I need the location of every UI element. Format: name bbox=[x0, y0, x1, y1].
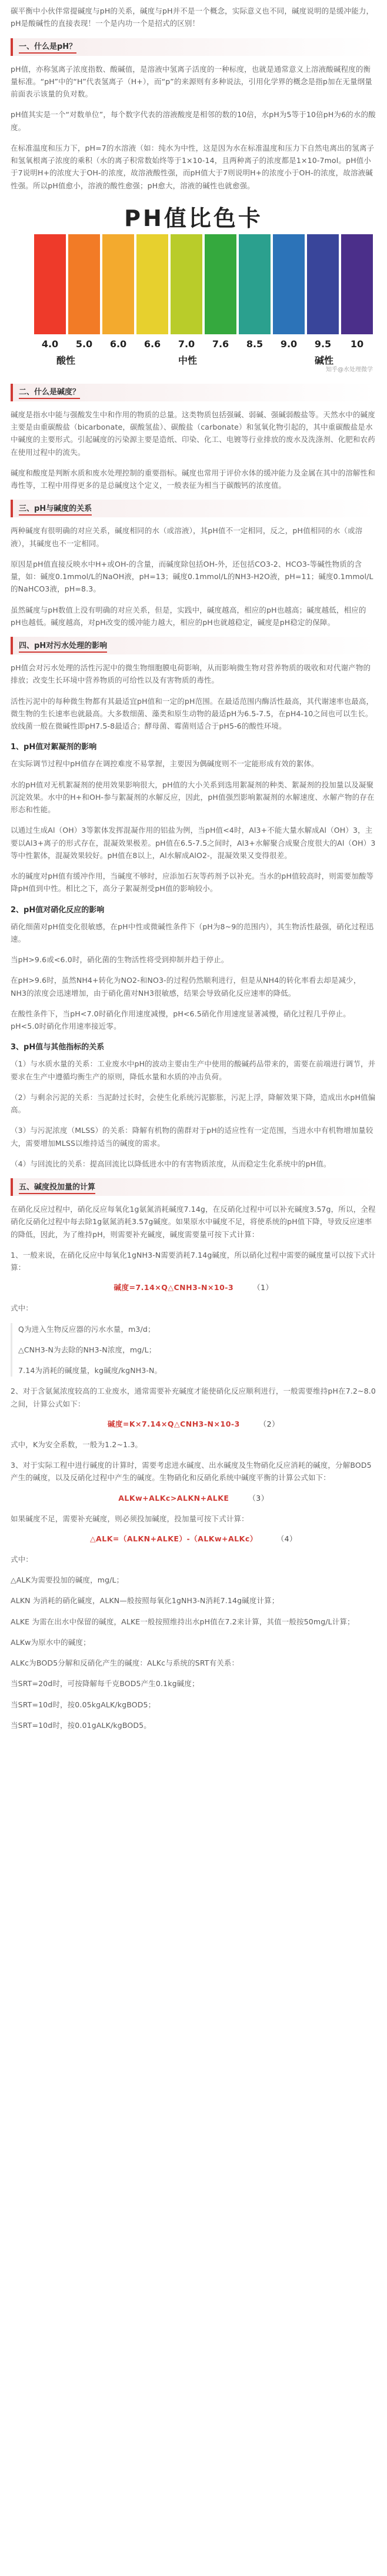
ph-color-block bbox=[307, 234, 339, 334]
formula-1-expression: 碱度=7.14×Q△CNH3-N×10-3 bbox=[114, 1283, 234, 1292]
alk-paragraph-1: 碱度是指水中能与强酸发生中和作用的物质的总量。这类物质包括强碱、弱碱、强碱弱酸盐等。天然水中的碱度主要是由重碳酸盐（bicarbonate，碳酸氢盐）、碳酸盐（carbonate）和氢氧化物引起的，其中重碳酸盐是水中碱度的主要形式。引起碱度的污染源主要是造纸、印染、化工、电镀等行业排放的废水及洗涤剂、化肥和农药在使用过程中的流失。 bbox=[11, 410, 375, 457]
section-ph-alkalinity-relation-heading bbox=[11, 500, 376, 517]
ph-value-label: 9.0 bbox=[280, 338, 298, 350]
ph-value-label: 9.5 bbox=[314, 338, 332, 350]
relation-paragraph-2: 原因是pH值直接反映水中H+或OH-的含量，而碱度除包括OH-外，还包括CO3-2、HCO3-等碱性物质的含量，如：碱度0.1mmol/L的NaOH液，pH=13；碱度0.1mmol/L的NH3-H2O液，pH=11；碱度0.1mmol/L的NaHCO3液，pH=8.3。 bbox=[11, 559, 373, 594]
section-ph-effect-heading bbox=[11, 637, 376, 654]
relation-paragraph-3: 虽然碱度与pH数值上没有明确的对应关系，但是，实践中，碱度越高，相应的pH也越高；碱度越低，相应的pH也越低。碱度越高，对pH改变的缓冲能力越大，相应的pH也就越稳定，碱度是pH稳定的保障。 bbox=[11, 605, 366, 627]
other-indicators-paragraph-3: （3）与污泥浓度（MLSS）的关系：降解有机物的菌群对于pH的适应性有一定范围，当进水中有机物增加量较大，需要增加MLSS以维持适当的碱度的需求。 bbox=[11, 1126, 373, 1148]
intro-paragraph: 碳平衡中小伙伴常提碱度与pH的关系，碱度与pH并不是一个概念，实际意义也不同，碱度说明的是缓冲能力，pH是酸碱性的直接表现！一个是内功一个是招式的区别！ bbox=[11, 6, 374, 28]
ph-paragraph-2: pH值其实是一个“对数单位”，每个数字代表的溶液酸度是相邻的数的10倍，水pH为5等于10倍pH为6的水的酸度。 bbox=[11, 110, 376, 132]
formula-3-expression: ALKw+ALKc>ALKN+ALKE bbox=[118, 1493, 229, 1503]
sub-heading-nitrification: 2、pH值对硝化反应的影响 bbox=[11, 905, 105, 915]
formula-2-tag: （2） bbox=[259, 1419, 280, 1428]
formula-4-tag: （4） bbox=[276, 1534, 298, 1543]
formula-4-expression: △ALK=（ALKN+ALKE）-（ALKw+ALKc） bbox=[89, 1534, 258, 1543]
nitrification-paragraph-4: 在酸性条件下，当pH<7.0时硝化作用速度减慢，pH<6.5硝化作用速度显著减慢，硝化过程几乎停止。pH<5.0时硝化作用速率接近零。 bbox=[11, 1009, 351, 1031]
flocculant-paragraph-1: 在实际调节过程中pH值存在调控难度不易掌握，主要因为偶碱度则不一定能形成有效的絮体。 bbox=[11, 759, 319, 769]
sub-heading-flocculant: 1、pH值对絮凝剂的影响 bbox=[11, 743, 97, 752]
ph-color-chart-title: PH值比色卡 bbox=[124, 205, 263, 231]
flocculant-paragraph-4: 水的碱度对pH值有缓冲作用，当碱度不够时，应添加石灰等药剂予以补充。当水的pH值较高时，则需要加酸等降pH值到中性。相比之下，高分子絮凝剂受pH值的影响较小。 bbox=[11, 872, 374, 893]
ph-color-block bbox=[136, 234, 168, 334]
where-3-item-3: ALKE 为需在出水中保留的碱度，ALKE一般按照维持出水pH值在7.2来计算，其值一般按50mg/L计算； bbox=[11, 1617, 355, 1626]
where-1-lead: 式中： bbox=[11, 1304, 33, 1313]
section-ph-effect-title: 四、pH对污水处理的影响 bbox=[19, 639, 107, 653]
effect-paragraph-2: 活性污泥中的每种微生物都有其最适宜pH值和一定的pH范围。在最适范围内酶活性最高，其代谢速率也最高，微生物的生长速率也就最高。大多数细菌、藻类和原生动物的最适pH为6.5-7.5，在pH4-10之间也可以生长。放线菌一般在微碱性即pH7.5-8最适合；酵母菌、霉菌则适合于pH5-6的酸性环境。 bbox=[11, 696, 374, 730]
nitrification-paragraph-3: 在pH>9.6时，虽然NH4+转化为NO2-和NO3-的过程仍然顺利进行，但是从NH4的转化率看去却是减少，NH3的浓度会迅速增加，由于硝化菌对NH3很敏感，结果会导致硝化反应速率的降低。 bbox=[11, 976, 361, 998]
calc-paragraph-2: 1、一般来说，在硝化反应中每氧化1gNH3-N需要消耗7.14g碱度，所以硝化过程中需要的碱度量可以按下式计算： bbox=[11, 1250, 376, 1272]
calc-paragraph-5: 如果碱度不足，需要补充碱度，则必须投加碱度，投加量可按下式计算： bbox=[11, 1514, 249, 1523]
ph-color-block bbox=[171, 234, 202, 334]
ph-value-label: 7.6 bbox=[212, 338, 229, 350]
calc-paragraph-3: 2、对于含氨氮浓度较高的工业废水，通常需要补充碱度才能使硝化反应顺利进行，一般需要维持pH在7.2~8.0之间，计算公式如下： bbox=[11, 1387, 376, 1408]
where-1-list bbox=[11, 1323, 376, 1377]
ph-color-block bbox=[34, 234, 66, 334]
other-indicators-paragraph-1: （1）与水质水量的关系：工业废水中pH的波动主要由生产中使用的酸碱药品带来的，需要在前端进行调节，并要求在生产中遵循均衡生产的原则，降低水量和水质的冲击负荷。 bbox=[11, 1059, 376, 1081]
where-3-item-6: 当SRT=20d时，可按降解每千克BOD5产生0.1kg碱度； bbox=[11, 1679, 199, 1688]
ph-value-label: 8.5 bbox=[246, 338, 263, 350]
ph-color-chart bbox=[11, 200, 376, 377]
nitrification-paragraph-2: 当pH>9.6或<6.0时，硝化菌的生物活性将受到抑制并趋于停止。 bbox=[11, 955, 229, 964]
sub-heading-other-indicators: 3、pH值与其他指标的关系 bbox=[11, 1043, 105, 1052]
where-3-item-5: ALKc为BOD5分解和反硝化产生的碱度：ALKc与系统的SRT有关系： bbox=[11, 1658, 239, 1667]
formula-3-tag: （3） bbox=[248, 1493, 269, 1503]
formula-4 bbox=[11, 1533, 376, 1544]
where-1-item-3: 7.14为消耗的碱度量，kg碱度/kgNH3-N。 bbox=[18, 1366, 162, 1375]
section-dosage-calculation-heading bbox=[11, 1178, 376, 1196]
ph-color-block bbox=[341, 234, 373, 334]
where-3-lead: 式中： bbox=[11, 1554, 33, 1564]
calc-paragraph-4: 3、对于实际工程中进行碱度的计算时，需要考虑进水碱度、出水碱度及生物硝化反应消耗的碱度，分解BOD5产生的碱度，以及反硝化过程中产生的碱度。生物硝化和反硝化系统中碱度平衡的计算公式如下： bbox=[11, 1461, 372, 1483]
calc-paragraph-1: 在硝化反应过程中，硝化反应每氧化1g氨氮消耗碱度7.14g，在反硝化过程中可以补充碱度3.57g，所以，全程硝化反硝化过程中每去除1g氨氮消耗3.57g碱度。如果原水中碱度不足，将使系统的pH值下降，导致反应速率的降低，因此，为了维持pH，则需要补充碱度，碱度需要量可按下式计算： bbox=[11, 1205, 376, 1239]
section-ph-definition-title: 一、什么是pH？ bbox=[19, 40, 76, 54]
relation-paragraph-1: 两种碱度有很明确的对应关系，碱度相同的水（或溶液），其pH值不一定相同，反之，pH值相同的水（或溶液），其碱度也不一定相同。 bbox=[11, 526, 363, 548]
other-indicators-paragraph-2: （2）与剩余污泥的关系：当泥龄过长时，会使生化系统污泥膨胀，污泥上浮，降解效果下降，造成出水pH值偏高。 bbox=[11, 1092, 376, 1114]
section-dosage-calculation-title: 五、碱度投加量的计算 bbox=[19, 1181, 95, 1194]
alk-paragraph-2: 碱度和酸度是判断水质和废水处理控制的重要指标。碱度也常用于评价水体的缓冲能力及金属在其中的溶解性和毒性等，工程中用得更多的是总碱度这个定义，一般表征为相当于碳酸钙的浓度值。 bbox=[11, 468, 375, 490]
formula-2 bbox=[11, 1418, 376, 1429]
ph-value-label: 7.0 bbox=[178, 338, 195, 350]
where-1-item-1: Q为进入生物反应器的污水水量，m3/d； bbox=[18, 1324, 155, 1334]
ph-category-label: 酸性 bbox=[56, 354, 76, 366]
formula-2-expression: 碱度=K×7.14×Q△CNH3-N×10-3 bbox=[107, 1419, 240, 1428]
ph-value-label: 4.0 bbox=[41, 338, 59, 350]
formula-3 bbox=[11, 1493, 376, 1503]
ph-color-block bbox=[205, 234, 236, 334]
formula-1-tag: （1） bbox=[253, 1283, 273, 1292]
section-alkalinity-definition-title: 二、什么是碱度？ bbox=[19, 385, 80, 399]
ph-value-label: 6.6 bbox=[144, 338, 161, 350]
where-3-item-4: ALKw为原水中的碱度； bbox=[11, 1637, 91, 1647]
ph-category-label: 中性 bbox=[178, 354, 198, 366]
nitrification-paragraph-1: 硝化细菌对pH值变化很敏感，在pH中性或微碱性条件下（pH为8~9的范围内），其生物活性最强，硝化过程迅速。 bbox=[11, 922, 374, 943]
ph-color-block bbox=[68, 234, 100, 334]
section-ph-alkalinity-relation-title: 三、pH与碱度的关系 bbox=[19, 502, 92, 516]
where-3-item-8: 当SRT=10d时，按0.01gALK/kgBOD5。 bbox=[11, 1720, 151, 1730]
ph-chart-watermark: 知乎@水处理微学 bbox=[326, 366, 373, 373]
ph-paragraph-3: 在标准温度和压力下，pH=7的水溶液（如：纯水为中性，这是因为水在标准温度和压力下自然电离出的氢离子和氢氧根离子浓度的乘积（水的离子积常数始终等于1×10-14，且两种离子的浓度都是1×10-7mol。pH值小于7说明H+的浓度大于OH-的浓度，故溶液酸性强，而pH值大于7则说明H+的浓度小于OH-的浓度，故溶液碱性强。所以pH值愈小，溶液的酸性愈强；pH愈大，溶液的碱性也就愈强。 bbox=[11, 143, 375, 190]
where-3-item-2: ALKN 为消耗的硝化碱度，ALKN—般按照每氧化1gNH3-N消耗7.14g碱度计算； bbox=[11, 1596, 279, 1606]
where-3-item-7: 当SRT=10d时，按0.05kgALK/kgBOD5； bbox=[11, 1700, 156, 1709]
ph-value-label: 10 bbox=[350, 338, 364, 350]
other-indicators-paragraph-4: （4）与回流比的关系：提高回流比以降低进水中的有害物质浓度，从而稳定生化系统中的pH值。 bbox=[11, 1159, 331, 1168]
ph-value-label: 5.0 bbox=[75, 338, 93, 350]
flocculant-paragraph-2: 水的pH值对无机絮凝剂的使用效果影响很大，pH值的大小关系到选用絮凝剂的种类、絮凝剂的投加量以及凝聚沉淀效果。水中的H+和OH-参与絮凝剂的水解反应，因此，pH值强烈影响絮凝剂的水解速度、水解产物的存在形态和性能。 bbox=[11, 780, 375, 814]
where-2: 式中，K为安全系数，一般为1.2~1.3。 bbox=[11, 1440, 143, 1449]
ph-color-chart-svg bbox=[11, 200, 376, 377]
ph-color-block bbox=[273, 234, 305, 334]
ph-category-label: 碱性 bbox=[314, 354, 334, 366]
effect-paragraph-1: pH值会对污水处理的活性污泥中的微生物细胞膜电荷影响，从而影响微生物对营养物质的吸收和对代谢产物的排放；改变生长环境中营养物质的可给性以及有害物质的毒性。 bbox=[11, 663, 371, 685]
section-alkalinity-definition-heading bbox=[11, 384, 376, 401]
flocculant-paragraph-3: 以通过生成Al（OH）3等絮体发挥混凝作用的铝盐为例，当pH值<4时，Al3+不能大量水解成Al（OH）3，主要以Al3+离子的形式存在，混凝效果极差。pH值在6.5-7.5之间时，Al3+水解聚合成聚合度很大的Al（OH）3等中性絮体，混凝效果较好。pH值在8以上，Al水解成AlO2-，混凝效果又变得很差。 bbox=[11, 826, 376, 860]
ph-paragraph-1: pH值，亦称氢离子浓度指数、酸碱值，是溶液中氢离子活度的一种标度，也就是通常意义上溶液酸碱程度的衡量标准。“pH”中的“H”代表氢离子（H+），而“p”的来源则有多种说法，引用化学界的概念是指p加在无量纲量前面表示该量的负对数。 bbox=[11, 64, 372, 98]
formula-1 bbox=[11, 1282, 376, 1292]
ph-color-block bbox=[239, 234, 271, 334]
ph-value-label: 6.0 bbox=[109, 338, 127, 350]
where-1-item-2: △CNH3-N为去除的NH3-N浓度，mg/L； bbox=[18, 1345, 156, 1354]
where-3-item-1: △ALK为需要投加的碱度，mg/L； bbox=[11, 1575, 124, 1584]
ph-color-block bbox=[102, 234, 134, 334]
section-ph-definition-heading bbox=[11, 38, 376, 56]
